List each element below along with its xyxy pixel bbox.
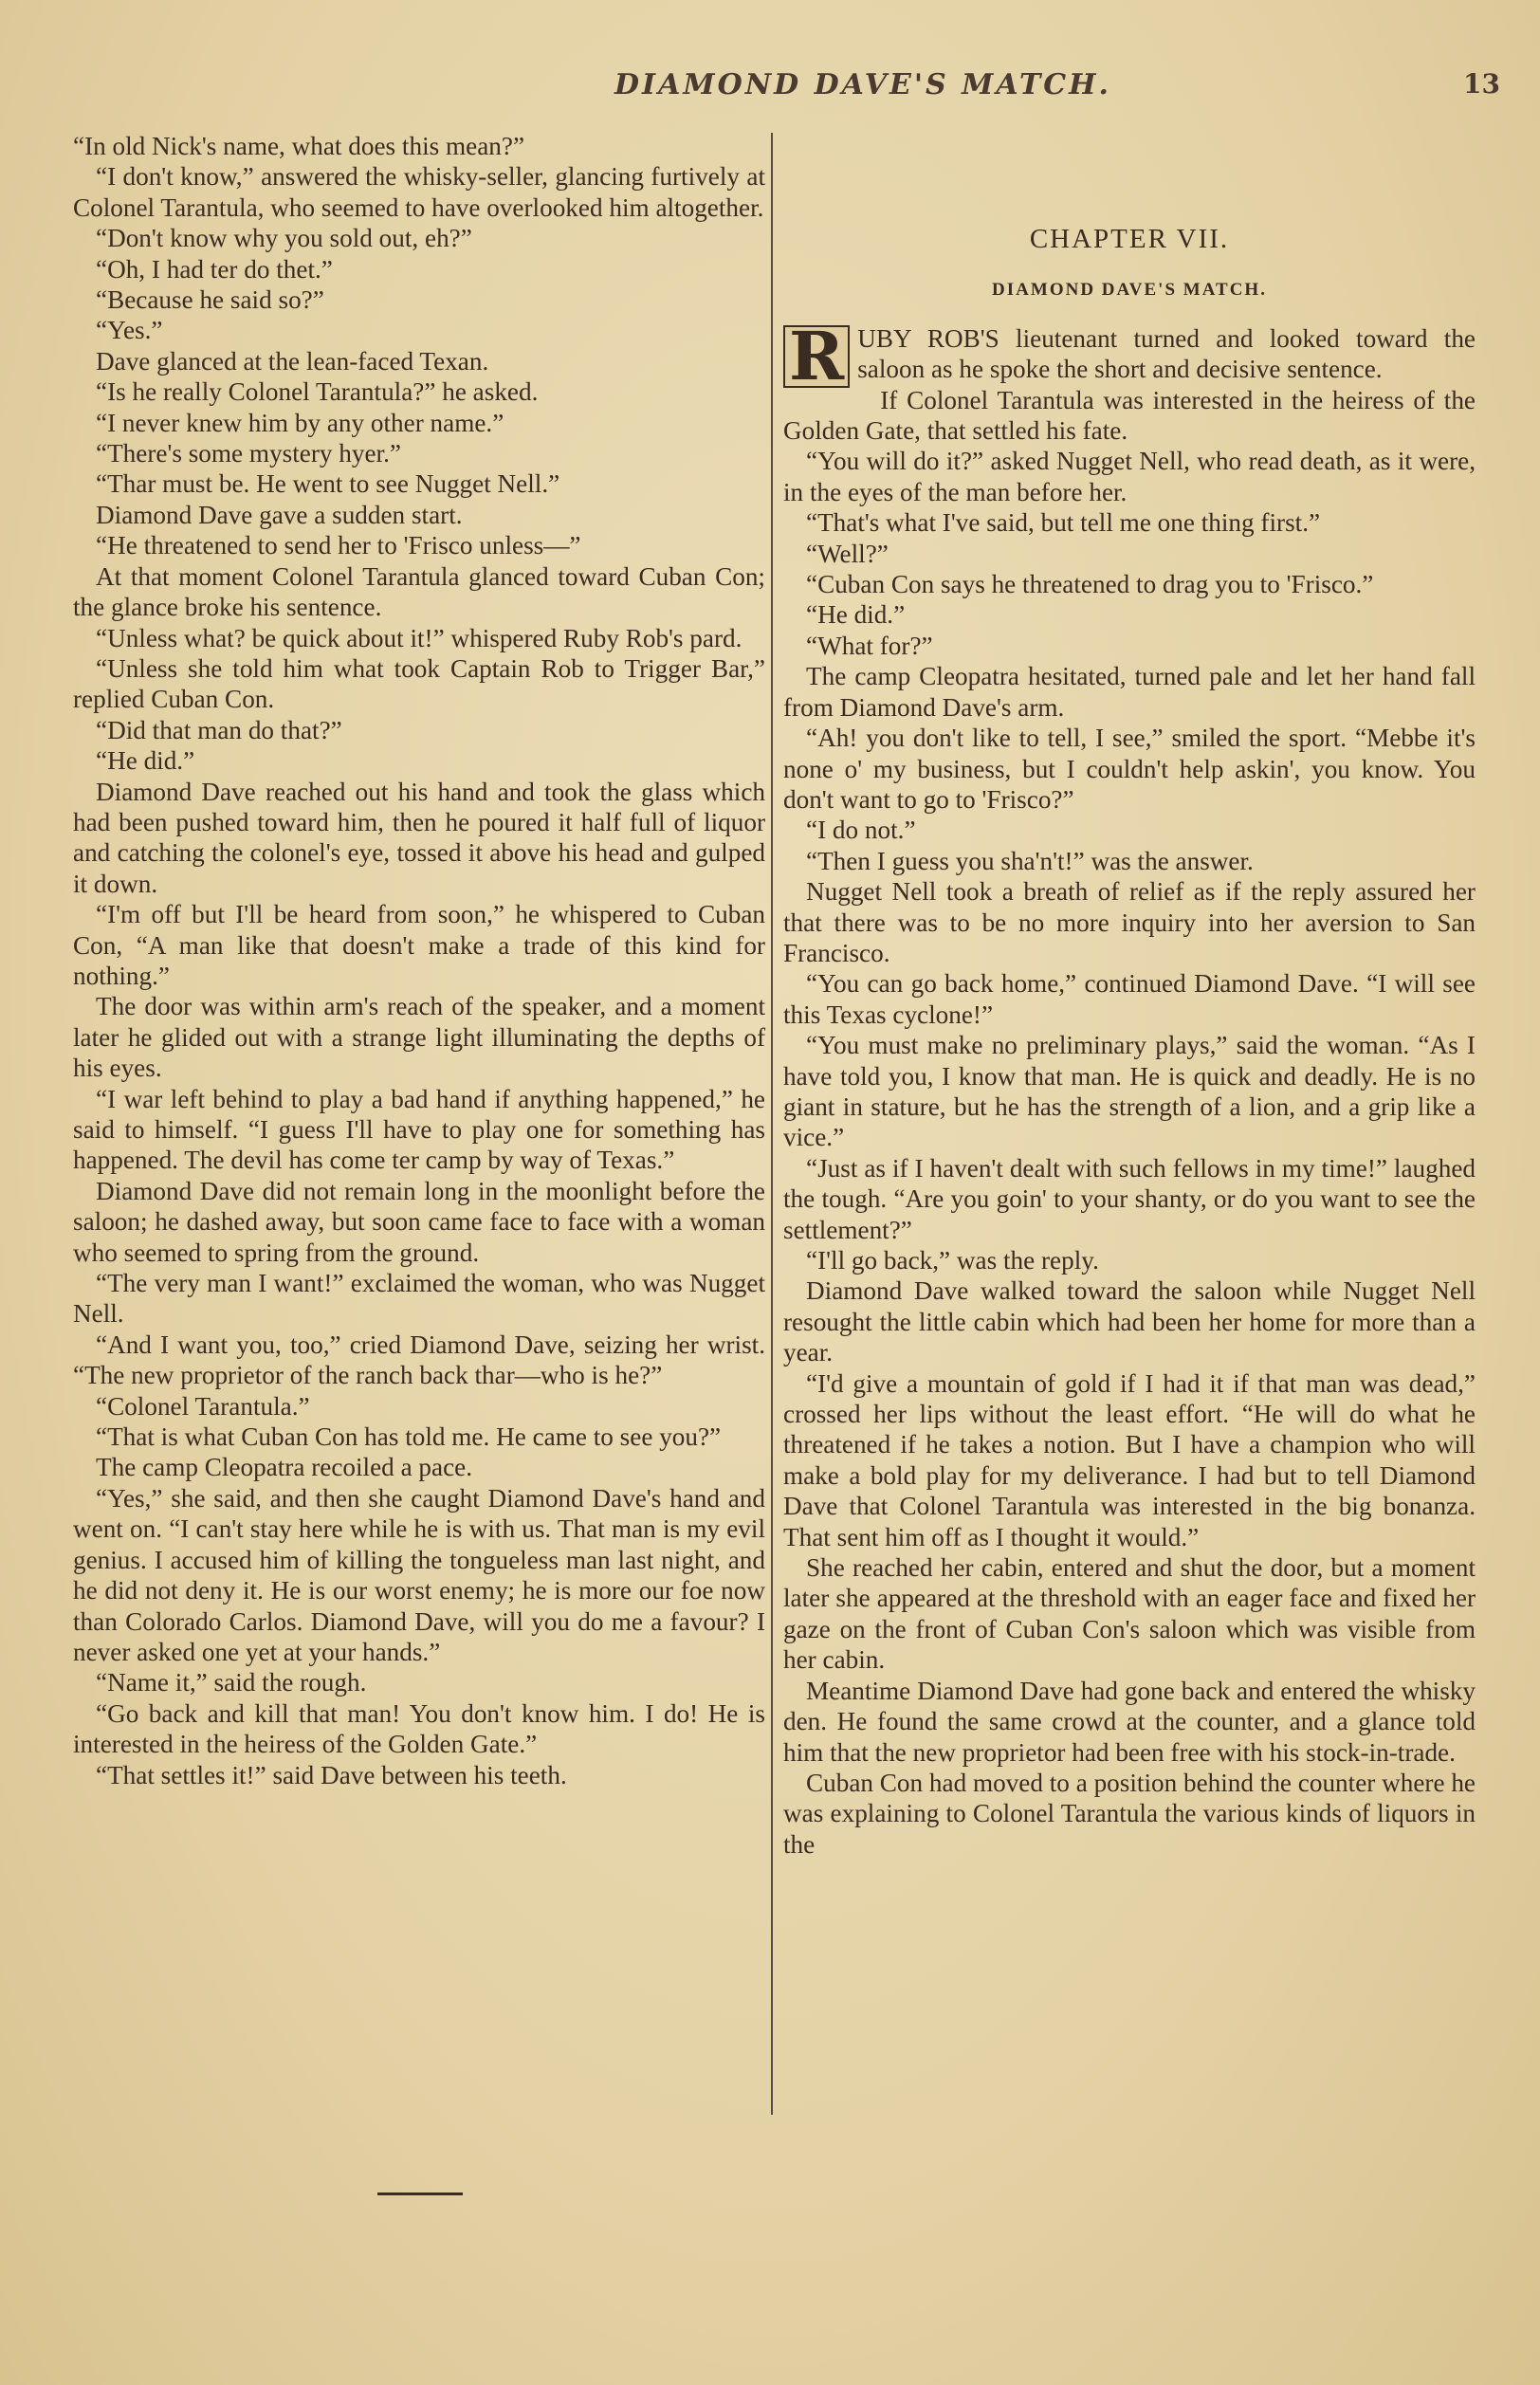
paragraph: “Ah! you don't like to tell, I see,” smiled the sport. “Mebbe it's none o' my business, but I couldn't help askin', you know. You don't want to go to 'Frisco?” [783, 724, 1476, 814]
paragraph: The camp Cleopatra recoiled a pace. [96, 1453, 473, 1482]
paragraph: Diamond Dave gave a sudden start. [96, 500, 463, 529]
paragraph: “That settles it!” said Dave between his teeth. [96, 1760, 567, 1789]
paragraph: At that moment Colonel Tarantula glanced toward Cuban Con; the glance broke his sentence. [73, 561, 765, 622]
paragraph: “That's what I've said, but tell me one thing first.” [806, 508, 1321, 538]
paragraph: Diamond Dave did not remain long in the moonlight before the saloon; he dashed away, but soon came face to face with a woman who seemed to spring from the ground. [73, 1176, 765, 1267]
opening-paragraph [783, 316, 1476, 395]
paragraph: “That is what Cuban Con has told me. He came to see you?” [96, 1422, 722, 1452]
paragraph: “Name it,” said the rough. [96, 1668, 367, 1697]
paragraph: “The very man I want!” exclaimed the woman, who was Nugget Nell. [73, 1269, 765, 1329]
paragraph: If Colonel Tarantula was interested in the heiress of the Golden Gate, that settled his fate. [783, 385, 1476, 446]
drop-cap: R [783, 325, 850, 388]
paragraph: “Go back and kill that man! You don't know him. I do! He is interested in the heiress of the Golden Gate.” [73, 1698, 765, 1759]
paragraph: “There's some mystery hyer.” [96, 439, 401, 468]
opening-text: UBY ROB'S lieutenant turned and looked toward the saloon as he spoke the short and decisive sentence. [857, 323, 1476, 384]
right-column [783, 131, 1476, 1860]
paragraph: “He did.” [806, 600, 906, 630]
paragraph: “Did that man do that?” [96, 715, 342, 744]
running-head: DIAMOND DAVE'S MATCH. [614, 68, 1111, 101]
paragraph: “You must make no preliminary plays,” said the woman. “As I have told you, I know that man. He is quick and deadly. He is no giant in stature, but he has the strength of a lion, and a grip like a vice.” [783, 1031, 1476, 1152]
paragraph: “Yes,” she said, and then she caught Diamond Dave's hand and went on. “I can't stay here while he is with us. That man is my evil genius. I accused him of killing the tongueless man last night, and he did not deny it. He is our worst enemy; he is more our foe now than Colorado Carlos. Diamond Dave, will you do me a favour? I never asked one yet at your hands.” [73, 1483, 765, 1666]
paragraph: She reached her cabin, entered and shut the door, but a moment later she appeared at the threshold with an eager face and fixed her gaze on the front of Cuban Con's saloon which was visible from her cabin. [783, 1553, 1476, 1675]
paragraph: “You can go back home,” continued Diamond Dave. “I will see this Texas cyclone!” [783, 969, 1476, 1029]
paragraph: “Unless she told him what took Captain Rob to Trigger Bar,” replied Cuban Con. [73, 653, 765, 714]
paragraph: “You will do it?” asked Nugget Nell, who read death, as it were, in the eyes of the man before her. [783, 447, 1476, 506]
paragraph: “I do not.” [806, 816, 916, 845]
paragraph: “He threatened to send her to 'Frisco unless—” [96, 531, 581, 560]
column-divider [771, 133, 773, 2115]
paragraph: Diamond Dave walked toward the saloon while Nugget Nell resought the little cabin which had been her home for more than a year. [783, 1276, 1476, 1367]
paragraph: “I'd give a mountain of gold if I had it if that man was dead,” crossed her lips without the least effort. “He will do what he threatened if he takes a notion. But I have a champion who will make a bold play for my deliverance. I had but to tell Diamond Dave that Colonel Tarantula was interested in the big bonanza. That sent him off as I thought it would.” [783, 1368, 1476, 1551]
paragraph: Cuban Con had moved to a position behind the counter where he was explaining to Colonel Tarantula the various kinds of liquors in the [783, 1768, 1476, 1859]
paragraph: “I war left behind to play a bad hand if anything happened,” he said to himself. “I guess I'll have to play one for something has happened. The devil has come ter camp by way of Texas.” [73, 1084, 765, 1175]
section-end-rule [377, 2192, 463, 2195]
paragraph: “Thar must be. He went to see Nugget Nell.” [96, 469, 560, 499]
paragraph: The door was within arm's reach of the speaker, and a moment later he glided out with a strange light illuminating the depths of his eyes. [73, 992, 765, 1083]
page-number: 13 [1463, 68, 1500, 100]
chapter-subtitle: DIAMOND DAVE'S MATCH. [992, 280, 1267, 301]
paragraph: Nugget Nell took a breath of relief as if the reply assured her that there was to be no more inquiry into her aversion to San Francisco. [783, 877, 1476, 967]
paragraph: The camp Cleopatra hesitated, turned pale and let her hand fall from Diamond Dave's arm. [783, 662, 1476, 722]
paragraph: “Cuban Con says he threatened to drag you to 'Frisco.” [806, 570, 1374, 599]
paragraph: “I'll go back,” was the reply. [806, 1246, 1099, 1275]
paragraph: “I never knew him by any other name.” [96, 408, 504, 437]
paragraph: “Then I guess you sha'n't!” was the answer. [806, 846, 1254, 875]
paragraph: “Well?” [806, 539, 889, 568]
paragraph: “Colonel Tarantula.” [96, 1391, 310, 1421]
paragraph: “He did.” [96, 746, 195, 776]
paragraph: “I don't know,” answered the whisky-seller, glancing furtively at Colonel Tarantula, who seemed to have overlooked him altogether. [73, 162, 765, 222]
paragraph: “Because he said so?” [96, 285, 324, 315]
paragraph: “In old Nick's name, what does this mean?” [73, 132, 525, 160]
paragraph: Meantime Diamond Dave had gone back and entered the whisky den. He found the same crowd at the counter, and a glance told him that the new proprietor had been free with his stock-in-trade. [783, 1676, 1476, 1767]
chapter-title: CHAPTER VII. [1029, 224, 1230, 254]
paragraph: “What for?” [806, 631, 933, 660]
paragraph: “I'm off but I'll be heard from soon,” he whispered to Cuban Con, “A man like that doesn't make a trade of this kind for nothing.” [73, 900, 765, 990]
paragraph: Dave glanced at the lean-faced Texan. [96, 346, 489, 376]
paragraph: “Unless what? be quick about it!” whispered Ruby Rob's pard. [96, 623, 742, 652]
paragraph: “Don't know why you sold out, eh?” [96, 224, 472, 253]
paragraph: “Is he really Colonel Tarantula?” he asked. [96, 377, 539, 407]
left-column [73, 131, 765, 1790]
paragraph: “And I want you, too,” cried Diamond Dave, seizing her wrist. “The new proprietor of the ranch back thar—who is he?” [73, 1330, 765, 1390]
paragraph: “Yes.” [96, 316, 163, 345]
paragraph: “Just as if I haven't dealt with such fellows in my time!” laughed the tough. “Are you goin' to your shanty, or do you want to see the settlement?” [783, 1153, 1476, 1244]
paragraph: Diamond Dave reached out his hand and took the glass which had been pushed toward him, then he poured it half full of liquor and catching the colonel's eye, tossed it above his head and gulped it down. [73, 777, 765, 898]
paragraph: “Oh, I had ter do thet.” [96, 254, 333, 284]
